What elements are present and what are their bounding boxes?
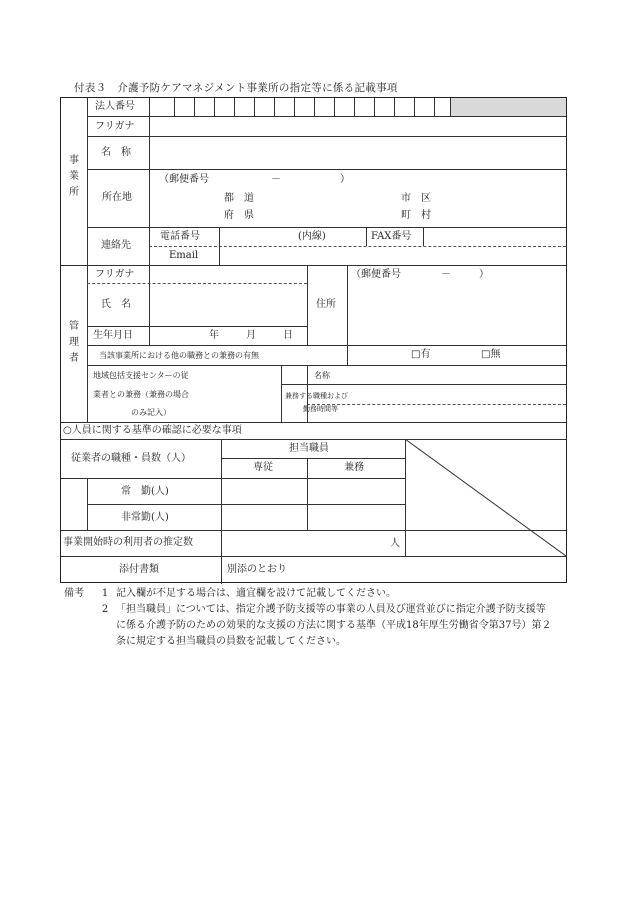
- note-item: 備考 1 記入欄が不足する場合は、適宜欄を設けて記載してください。: [64, 586, 584, 602]
- to-do-label: 都 道: [224, 193, 254, 204]
- staff-in-charge-label: 担当職員: [289, 443, 329, 454]
- manager-section-label: 管理者: [69, 321, 79, 364]
- option-yes-checkbox[interactable]: □有: [411, 349, 431, 360]
- center-concurrent-line2: 業者との兼務（兼務の場合: [93, 390, 189, 399]
- manager-postal-dash: －: [441, 269, 451, 280]
- month-label: 月: [246, 330, 256, 341]
- manager-address-label: 住所: [316, 299, 336, 310]
- corp-number-label: 法人番号: [95, 101, 135, 112]
- duty-line2: 勤務時間等: [303, 405, 338, 413]
- part-time-label: 非常勤(人): [121, 512, 169, 523]
- year-label: 年: [209, 330, 219, 341]
- application-form: [60, 97, 567, 583]
- shi-ku-label: 市 区: [401, 193, 431, 204]
- center-concurrent-line1: 地域包括支援センターの従: [93, 371, 189, 380]
- extension-label: (内線): [298, 231, 326, 242]
- notes: [64, 586, 584, 650]
- day-label: 日: [283, 330, 293, 341]
- office-postal-label: （郵便番号: [159, 174, 209, 185]
- email-label: Email: [169, 250, 199, 261]
- duty-line1: 兼務する職種および: [285, 392, 348, 400]
- staffing-section-header: ○人員に関する基準の確認に必要な事項: [63, 425, 242, 436]
- office-name-label: 名 称: [101, 147, 131, 158]
- people-unit: 人: [390, 538, 400, 549]
- office-address-label: 所在地: [102, 192, 132, 203]
- manager-name-label: 氏 名: [101, 299, 131, 310]
- center-concurrent-line3: のみ記入）: [131, 408, 171, 417]
- manager-postal-close: ）: [479, 269, 489, 280]
- corp-number-shade: [450, 98, 566, 116]
- form-title: 付表３ 介護予防ケアマネジメント事業所の指定等に係る記載事項: [74, 82, 398, 94]
- furigana-label: フリガナ: [95, 121, 135, 132]
- office-postal-dash: －: [271, 174, 281, 185]
- office-postal-close: ）: [340, 174, 350, 185]
- staff-type-label: 従業者の職種・員数（人）: [71, 453, 191, 464]
- center-name-label: 名称: [314, 371, 330, 380]
- note-item: 2 「担当職員」については、指定介護予防支援等の事業の人員及び運営並びに指定介護予防支援等に係る介護予防のための効果的な支援の方法に関する基準（平成18年厚生労働省令第37号）第２条に規定する担当職員の員数を記載してください。: [101, 604, 552, 647]
- fu-ken-label: 府 県: [224, 210, 254, 221]
- attached-value: 別添のとおり: [227, 564, 287, 575]
- concurrent-question: 当該事業所における他の職務との兼務の有無: [99, 351, 259, 360]
- office-section-label: 事業所: [69, 155, 79, 198]
- notes-label: 備考: [64, 588, 84, 599]
- attached-label: 添付書類: [119, 564, 159, 575]
- diagonal-slash: [405, 439, 566, 556]
- birth-label: 生年月日: [93, 330, 133, 341]
- option-no-checkbox[interactable]: □無: [481, 349, 501, 360]
- machi-mura-label: 町 村: [401, 210, 431, 221]
- manager-postal-label: （郵便番号: [351, 269, 401, 280]
- concurrent-label: 兼務: [344, 462, 364, 473]
- fax-label: FAX番号: [371, 231, 412, 242]
- manager-furigana-label: フリガナ: [95, 269, 135, 280]
- regular-label: 常 勤(人): [121, 486, 169, 497]
- estimated-users-label: 事業開始時の利用者の推定数: [63, 537, 193, 548]
- phone-label: 電話番号: [160, 231, 200, 242]
- contact-label: 連絡先: [101, 240, 131, 251]
- full-time-label: 専従: [253, 462, 273, 473]
